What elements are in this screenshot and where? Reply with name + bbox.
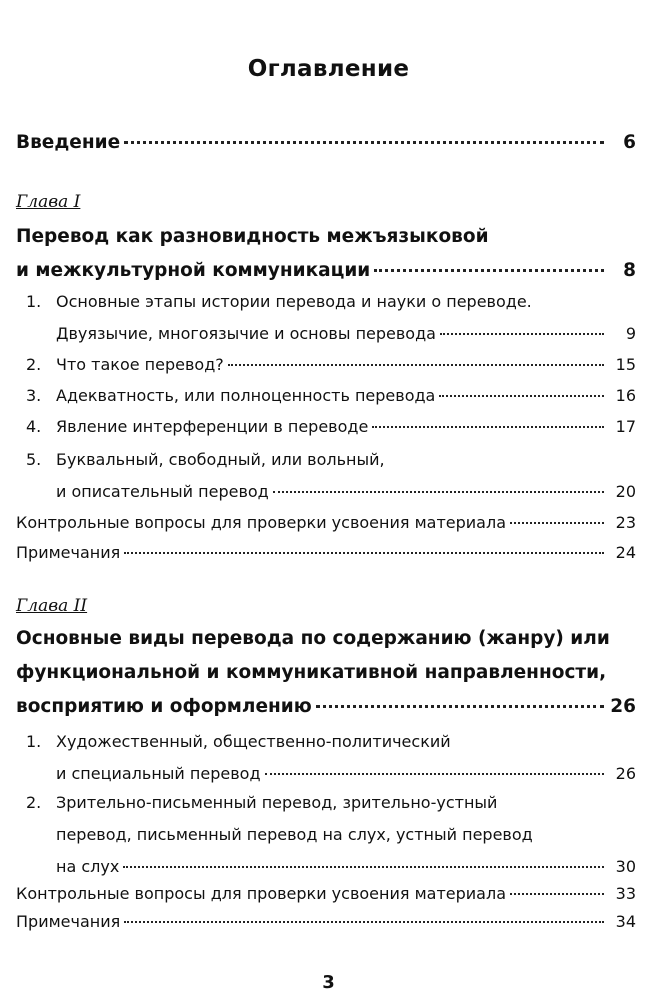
toc-page-number: 15 (615, 355, 636, 374)
toc-entry-questions[interactable] (16, 507, 636, 539)
toc-page-number: 34 (615, 912, 636, 931)
dot-leader (316, 704, 604, 708)
item-text: Зрительно-письменный перевод, зрительно-устный (56, 793, 498, 812)
item-text: Двуязычие, многоязычие и основы перевода (56, 324, 436, 343)
item-text: Художественный, общественно-политический (56, 732, 451, 751)
page-title: Оглавление (247, 56, 410, 82)
dot-leader (124, 920, 604, 923)
item-number: 5. (26, 450, 42, 469)
toc-entry-text: Контрольные вопросы для проверки усвоения материала (16, 513, 507, 532)
toc-entry-intro[interactable] (16, 126, 636, 160)
chapter-label: Глава II (16, 596, 88, 616)
item-text: Что такое перевод? (56, 355, 224, 374)
item-text: Адекватность, или полноценность перевода (56, 386, 436, 405)
toc-page-number: 26 (610, 696, 636, 717)
dot-leader (273, 490, 604, 493)
dot-leader (228, 363, 604, 366)
chapter-heading-line: Перевод как разновидность межъязыковой (16, 226, 489, 247)
item-number: 1. (26, 292, 42, 311)
item-text: и описательный перевод (56, 482, 269, 501)
toc-page-number: 26 (615, 764, 636, 783)
chapter-heading-line: функциональной и коммуникативной направленности, (16, 662, 607, 683)
toc-chapter-heading[interactable] (16, 220, 636, 288)
item-text: и специальный перевод (56, 764, 261, 783)
toc-page-number: 17 (615, 417, 636, 436)
item-text: Основные этапы истории перевода и науки о переводе. (56, 292, 532, 311)
item-text: Буквальный, свободный, или вольный, (56, 450, 385, 469)
chapter-heading-line: и межкультурной коммуникации (16, 260, 371, 281)
chapter-heading-line: восприятию и оформлению (16, 696, 312, 717)
item-number: 3. (26, 386, 42, 405)
dot-leader (124, 140, 604, 144)
toc-entry-text: Примечания (16, 543, 121, 562)
toc-entry-text: Примечания (16, 912, 121, 931)
item-number: 2. (26, 355, 42, 374)
toc-entry-text: Введение (16, 132, 121, 153)
toc-item[interactable] (26, 726, 636, 790)
page-number: 3 (322, 972, 335, 993)
item-text: Явление интерференции в переводе (56, 417, 369, 436)
toc-item[interactable] (26, 286, 636, 350)
toc-item[interactable] (26, 380, 636, 412)
toc-item[interactable] (26, 444, 636, 508)
toc-page-number: 23 (615, 513, 636, 532)
chapter-heading-line: Основные виды перевода по содержанию (жанру) или (16, 628, 610, 649)
toc-page-number: 8 (623, 260, 636, 281)
toc-entry-notes[interactable] (16, 537, 636, 569)
toc-item[interactable] (26, 411, 636, 443)
toc-entry-text: Контрольные вопросы для проверки усвоения материала (16, 884, 507, 903)
item-number: 1. (26, 732, 42, 751)
toc-page-number: 16 (615, 386, 636, 405)
item-number: 4. (26, 417, 42, 436)
toc-page-number: 6 (623, 132, 636, 153)
toc-page-number: 9 (625, 324, 636, 343)
toc-page-number: 33 (615, 884, 636, 903)
item-text: перевод, письменный перевод на слух, устный перевод (56, 825, 533, 844)
toc-page-number: 30 (615, 857, 636, 876)
toc-item[interactable] (26, 349, 636, 381)
dot-leader (440, 332, 604, 335)
toc-item[interactable] (26, 787, 636, 883)
dot-leader (123, 865, 604, 868)
item-number: 2. (26, 793, 42, 812)
chapter-label: Глава I (16, 192, 81, 212)
dot-leader (510, 892, 604, 895)
dot-leader (374, 268, 604, 272)
dot-leader (372, 425, 604, 428)
dot-leader (124, 551, 604, 554)
dot-leader (265, 772, 605, 775)
dot-leader (439, 394, 604, 397)
toc-chapter-heading[interactable] (16, 622, 636, 724)
toc-entry-notes[interactable] (16, 906, 636, 938)
toc-page-number: 24 (615, 543, 636, 562)
item-text: на слух (56, 857, 120, 876)
toc-page-number: 20 (615, 482, 636, 501)
dot-leader (510, 521, 604, 524)
